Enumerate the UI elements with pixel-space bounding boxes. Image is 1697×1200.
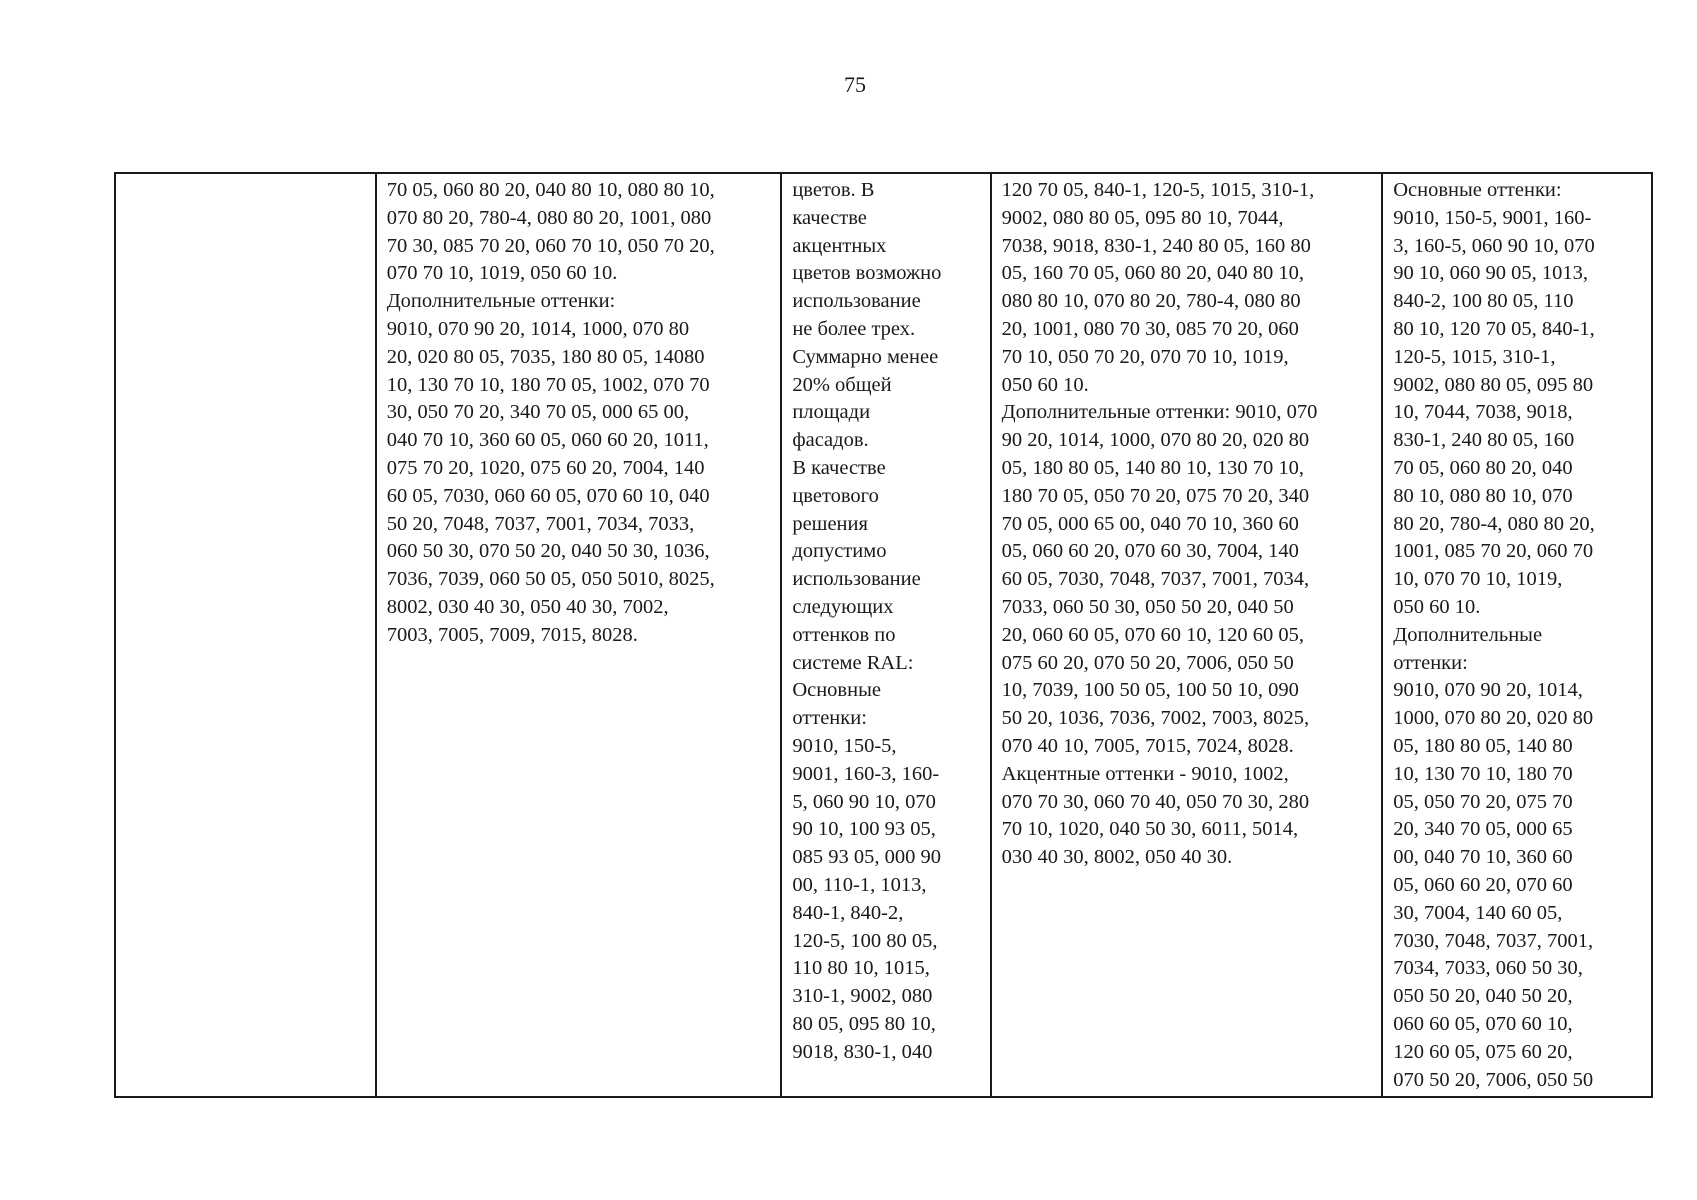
text-line: не более трех. xyxy=(792,317,916,340)
table-row xyxy=(115,173,1652,1097)
text-line: допустимо xyxy=(792,540,887,563)
text-line: 10, 7044, 7038, 9018, xyxy=(1393,401,1573,424)
text-line: решения xyxy=(792,512,868,535)
text-line: площади xyxy=(792,401,871,424)
text-line: 05, 180 80 05, 140 80 10, 130 70 10, xyxy=(1001,456,1305,479)
text-line: 10, 7039, 100 50 05, 100 50 10, 090 xyxy=(1001,679,1299,702)
text-line: 70 05, 060 80 20, 040 80 10, 080 80 10, xyxy=(386,179,715,201)
text-line: 3, 160-5, 060 90 10, 070 xyxy=(1393,234,1595,257)
text-line: 60 05, 7030, 060 60 05, 070 60 10, 040 xyxy=(386,484,710,507)
table-cell-col-3 xyxy=(781,173,990,1097)
text-line: 70 05, 000 65 00, 040 70 10, 360 60 xyxy=(1001,512,1299,535)
text-line: 7034, 7033, 060 50 30, xyxy=(1393,957,1583,980)
text-line: 040 70 10, 360 60 05, 060 60 20, 1011, xyxy=(386,429,709,452)
text-line: Дополнительные оттенки: xyxy=(386,290,616,313)
color-scheme-table xyxy=(114,172,1653,1098)
text-line: 7036, 7039, 060 50 05, 050 5010, 8025, xyxy=(386,568,715,591)
text-line: фасадов. xyxy=(792,429,869,452)
text-line: 060 50 30, 070 50 20, 040 50 30, 1036, xyxy=(386,540,710,563)
text-line: 9001, 160-3, 160- xyxy=(792,762,940,785)
text-line: 80 05, 095 80 10, xyxy=(792,1012,936,1035)
table-cell-col-4 xyxy=(991,173,1383,1097)
text-line: акцентных xyxy=(792,234,887,257)
text-line: 60 05, 7030, 7048, 7037, 7001, 7034, xyxy=(1001,568,1310,591)
text-line: 50 20, 7048, 7037, 7001, 7034, 7033, xyxy=(386,512,695,535)
text-line: 310-1, 9002, 080 xyxy=(792,985,933,1008)
text-line: 085 93 05, 000 90 xyxy=(792,846,941,869)
text-line: 840-1, 840-2, xyxy=(792,901,904,924)
text-line: В качестве xyxy=(792,456,886,479)
text-line: 90 10, 060 90 05, 1013, xyxy=(1393,262,1588,285)
text-line: использование xyxy=(792,290,921,313)
text-line: 075 60 20, 070 50 20, 7006, 050 50 xyxy=(1001,651,1294,674)
text-line: 070 80 20, 780-4, 080 80 20, 1001, 080 xyxy=(386,206,712,229)
text-line: 070 70 30, 060 70 40, 050 70 30, 280 xyxy=(1001,790,1310,813)
text-line: 80 20, 780-4, 080 80 20, xyxy=(1393,512,1595,535)
text-line: оттенков по xyxy=(792,623,896,646)
text-line: 00, 040 70 10, 360 60 xyxy=(1393,846,1573,869)
text-line: 830-1, 240 80 05, 160 xyxy=(1393,429,1575,452)
table-cell-col-1 xyxy=(115,173,376,1097)
text-line: 050 60 10. xyxy=(1393,595,1481,618)
text-line: 9010, 150-5, xyxy=(792,734,897,757)
text-line: 080 80 10, 070 80 20, 780-4, 080 80 xyxy=(1001,290,1301,313)
text-line: 05, 060 60 20, 070 60 30, 7004, 140 xyxy=(1001,540,1299,563)
text-line: 90 20, 1014, 1000, 070 80 20, 020 80 xyxy=(1001,429,1310,452)
text-line: 30, 050 70 20, 340 70 05, 000 65 00, xyxy=(386,401,690,424)
text-line: цветов. В xyxy=(792,179,875,201)
text-line: системе RAL: xyxy=(792,651,914,674)
text-line: 90 10, 100 93 05, xyxy=(792,818,936,841)
text-line: 00, 110-1, 1013, xyxy=(792,873,927,896)
text-line: 070 70 10, 1019, 050 60 10. xyxy=(386,262,618,285)
text-line: использование xyxy=(792,568,921,591)
text-line: 1000, 070 80 20, 020 80 xyxy=(1393,707,1594,730)
text-line: 9010, 070 90 20, 1014, xyxy=(1393,679,1583,702)
text-line: 1001, 085 70 20, 060 70 xyxy=(1393,540,1594,563)
text-line: 80 10, 080 80 10, 070 xyxy=(1393,484,1573,507)
text-line: качестве xyxy=(792,206,867,229)
table-cell-col-2 xyxy=(376,173,782,1097)
text-line: 20, 340 70 05, 000 65 xyxy=(1393,818,1573,841)
text-line: 070 40 10, 7005, 7015, 7024, 8028. xyxy=(1001,734,1294,757)
text-line: 9018, 830-1, 040 xyxy=(792,1040,933,1063)
text-line: Дополнительные xyxy=(1393,623,1543,646)
text-line: 9002, 080 80 05, 095 80 xyxy=(1393,373,1594,396)
text-line: цветового xyxy=(792,484,879,507)
text-line: 05, 060 60 20, 070 60 xyxy=(1393,873,1573,896)
text-line: 9002, 080 80 05, 095 80 10, 7044, xyxy=(1001,206,1284,229)
text-line: Суммарно менее xyxy=(792,345,939,368)
text-line: 05, 180 80 05, 140 80 xyxy=(1393,734,1573,757)
text-line: Акцентные оттенки - 9010, 1002, xyxy=(1001,762,1289,785)
text-line: Дополнительные оттенки: 9010, 070 xyxy=(1001,401,1318,424)
text-line: 180 70 05, 050 70 20, 075 70 20, 340 xyxy=(1001,484,1310,507)
text-line: Основные оттенки: xyxy=(1393,179,1562,201)
text-line: 20, 020 80 05, 7035, 180 80 05, 14080 xyxy=(386,345,705,368)
text-line: 10, 070 70 10, 1019, xyxy=(1393,568,1563,591)
text-line: 840-2, 100 80 05, 110 xyxy=(1393,290,1574,313)
text-line: 20, 1001, 080 70 30, 085 70 20, 060 xyxy=(1001,317,1299,340)
text-line: 05, 050 70 20, 075 70 xyxy=(1393,790,1573,813)
text-line: 70 05, 060 80 20, 040 xyxy=(1393,456,1573,479)
text-line: 9010, 150-5, 9001, 160- xyxy=(1393,206,1592,229)
text-line: Основные xyxy=(792,679,881,702)
page-number: 75 xyxy=(844,72,866,97)
text-line: 8002, 030 40 30, 050 40 30, 7002, xyxy=(386,595,669,618)
text-line: 120-5, 1015, 310-1, xyxy=(1393,345,1556,368)
text-line: 120-5, 100 80 05, xyxy=(792,929,938,952)
text-line: 110 80 10, 1015, xyxy=(792,957,930,980)
text-line: оттенки: xyxy=(792,707,867,730)
text-line: 30, 7004, 140 60 05, xyxy=(1393,901,1563,924)
text-line: 70 10, 1020, 040 50 30, 6011, 5014, xyxy=(1001,818,1299,841)
text-line: 80 10, 120 70 05, 840-1, xyxy=(1393,317,1595,340)
text-line: 10, 130 70 10, 180 70 05, 1002, 070 70 xyxy=(386,373,710,396)
text-line: 075 70 20, 1020, 075 60 20, 7004, 140 xyxy=(386,456,705,479)
text-line: оттенки: xyxy=(1393,651,1468,674)
text-line: 120 70 05, 840-1, 120-5, 1015, 310-1, xyxy=(1001,179,1315,201)
text-line: 9010, 070 90 20, 1014, 1000, 070 80 xyxy=(386,317,690,340)
text-line: 50 20, 1036, 7036, 7002, 7003, 8025, xyxy=(1001,707,1310,730)
text-line: 70 10, 050 70 20, 070 70 10, 1019, xyxy=(1001,345,1289,368)
text-line: 050 50 20, 040 50 20, xyxy=(1393,985,1573,1008)
text-line: 030 40 30, 8002, 050 40 30. xyxy=(1001,846,1233,869)
text-line: 20% общей xyxy=(792,373,892,396)
text-line: 05, 160 70 05, 060 80 20, 040 80 10, xyxy=(1001,262,1305,285)
text-line: 10, 130 70 10, 180 70 xyxy=(1393,762,1573,785)
text-line: 7030, 7048, 7037, 7001, xyxy=(1393,929,1594,952)
text-line: 7033, 060 50 30, 050 50 20, 040 50 xyxy=(1001,595,1294,618)
text-line: 050 60 10. xyxy=(1001,373,1089,396)
text-line: 060 60 05, 070 60 10, xyxy=(1393,1012,1573,1035)
text-line: 070 50 20, 7006, 050 50 xyxy=(1393,1068,1594,1091)
table-cell-col-5 xyxy=(1382,173,1652,1097)
text-line: 20, 060 60 05, 070 60 10, 120 60 05, xyxy=(1001,623,1305,646)
text-line: следующих xyxy=(792,595,894,618)
text-line: 5, 060 90 10, 070 xyxy=(792,790,936,813)
text-line: цветов возможно xyxy=(792,262,942,285)
text-line: 7038, 9018, 830-1, 240 80 05, 160 80 xyxy=(1001,234,1311,257)
text-line: 70 30, 085 70 20, 060 70 10, 050 70 20, xyxy=(386,234,715,257)
text-line: 120 60 05, 075 60 20, xyxy=(1393,1040,1573,1063)
text-line: 7003, 7005, 7009, 7015, 8028. xyxy=(386,623,638,646)
